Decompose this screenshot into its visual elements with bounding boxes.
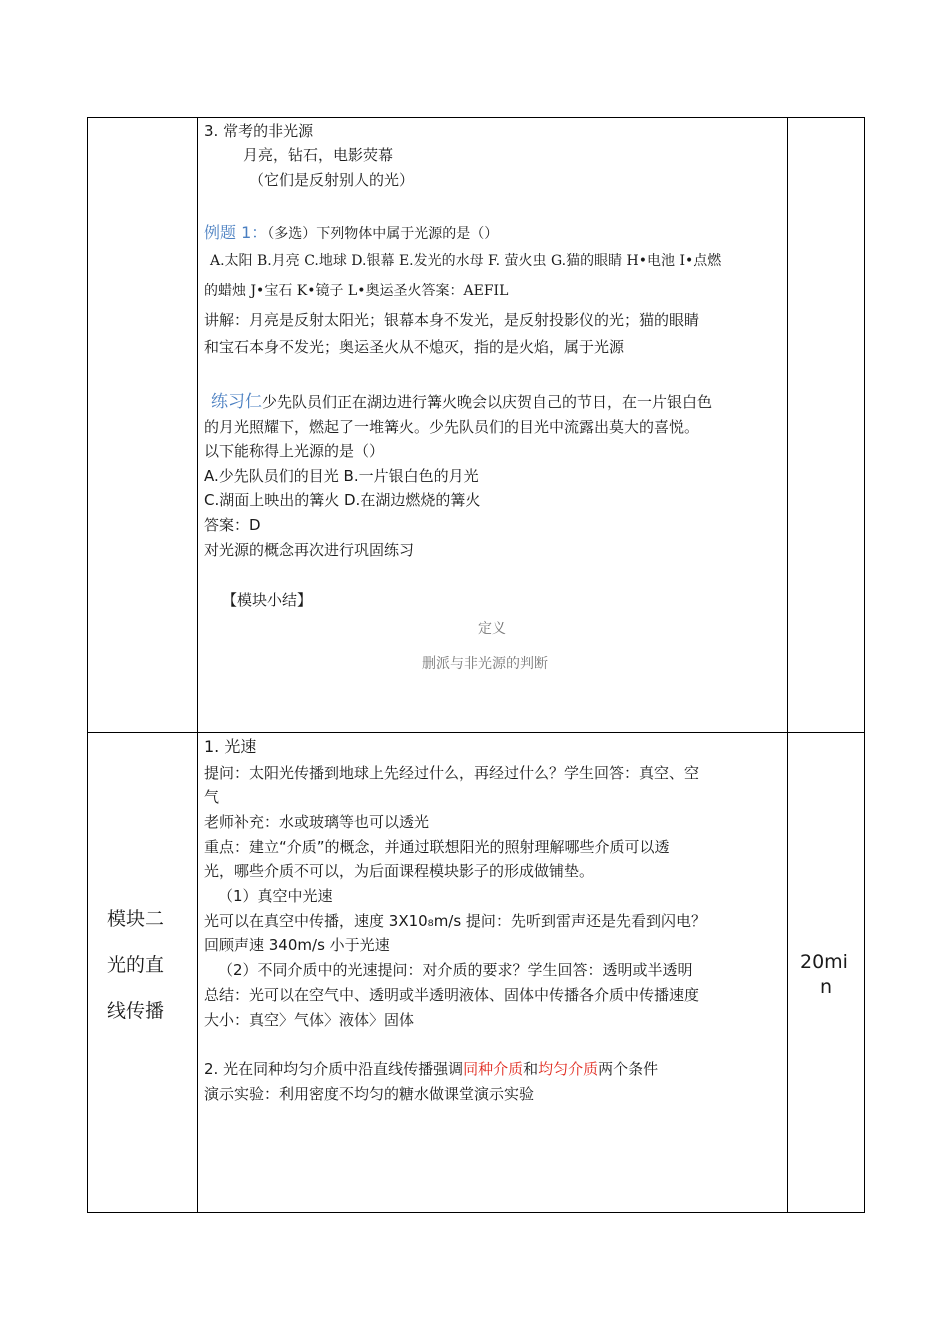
practice-1-options-line1: A.少先队员们的目光 B.一片银白色的月光 (204, 467, 479, 485)
time-line2: n (820, 976, 833, 998)
practice-1-line1 (211, 392, 712, 412)
demo-experiment: 演示实验：利用密度不均匀的糖水做课堂演示实验 (204, 1085, 535, 1103)
table-divider-2 (787, 117, 788, 1213)
example-1-question-text: （多选）下列物体中属于光源的是（） (267, 226, 499, 242)
non-light-source-items: 月亮，钻石，电影荧幕 (243, 146, 394, 164)
table-border-bottom (87, 1212, 865, 1213)
question-line1: 提问：太阳光传播到地球上先经过什么，再经过什么？学生回答：真空、空 (204, 764, 700, 782)
summary-line2: 大小：真空〉气体〉液体〉固体 (204, 1011, 415, 1029)
key-point-line1: 重点：建立“介质”的概念，并通过联想阳光的照射理解哪些介质可以透 (204, 838, 670, 856)
question-line2: 气 (204, 788, 220, 806)
practice-1-options-line2: C.湖面上映出的篝火 D.在湖边燃烧的篝火 (204, 491, 481, 509)
key-point-line2: 光，哪些介质不可以，为后面课程模块影子的形成做铺垫。 (204, 862, 595, 880)
example-1-label: 例题 1： (204, 223, 268, 242)
speed-line2: 回顾声速 340m/s 小于光速 (204, 936, 390, 954)
summary-judgement: 删派与非光源的判断 (422, 656, 548, 672)
practice-1-label: 练习仁 (211, 392, 262, 412)
module-summary-title: 【模块小结】 (222, 591, 313, 609)
property-highlight-same-medium: 同种介质 (463, 1060, 524, 1078)
module-2-name-line3: 线传播 (107, 1000, 165, 1022)
property-connector: 和 (523, 1060, 539, 1078)
speed-line1: 光可以在真空中传播，速度 3X10₈m/s 提问：先听到雷声还是先看到闪电？ (204, 912, 706, 930)
module-2-name-line2: 光的直 (107, 954, 165, 976)
module-2-name-line1: 模块二 (107, 908, 165, 930)
table-border-left (87, 117, 88, 1213)
example-1-explain-line2: 和宝石本身不发光；奥运圣火从不熄灭，指的是火焰，属于光源 (204, 338, 625, 356)
property-highlight-uniform-medium: 均匀介质 (538, 1060, 599, 1078)
non-light-source-note: （它们是反射别人的光） (249, 171, 415, 189)
table-border-middle (87, 732, 865, 733)
vacuum-speed-subheading: （1）真空中光速 (218, 887, 333, 905)
time-line1: 20mi (800, 951, 848, 973)
example-1-options-line1: A.太阳 B.月亮 C.地球 D.银幕 E.发光的水母 F. 萤火虫 G.猫的眼睛 H•电池 I•点燃 (210, 253, 722, 269)
straight-line-property (204, 1059, 658, 1079)
teacher-supplement: 老师补充：水或玻璃等也可以透光 (204, 813, 430, 831)
practice-1-comment: 对光源的概念再次进行巩固练习 (204, 541, 415, 559)
practice-1-line3: 以下能称得上光源的是（） (204, 442, 385, 460)
example-1-question (204, 223, 498, 244)
property-prefix: 2. 光在同种均匀介质中沿直线传播强调 (204, 1060, 464, 1078)
table-border-right (864, 117, 865, 1213)
summary-line1: 总结：光可以在空气中、透明或半透明液体、固体中传播各介质中传播速度 (204, 986, 700, 1004)
table-divider-1 (197, 117, 198, 1213)
table-border-top (87, 117, 865, 118)
light-speed-heading: 1. 光速 (204, 737, 257, 756)
practice-1-text: 少先队员们正在湖边进行篝火晚会以庆贺自己的节日，在一片银白色 (262, 393, 713, 411)
example-1-options-line2: 的蜡烛 J•宝石 K•镜子 L•奥运圣火答案：AEFIL (204, 283, 509, 299)
medium-speed-subheading: （2）不同介质中的光速提问：对介质的要求？学生回答：透明或半透明 (218, 961, 693, 979)
example-1-explain-line1: 讲解：月亮是反射太阳光；银幕本身不发光，是反射投影仪的光；猫的眼睛 (204, 311, 700, 329)
summary-definition: 定义 (478, 621, 506, 637)
practice-1-answer: 答案：D (204, 516, 261, 534)
non-light-source-heading: 3. 常考的非光源 (204, 122, 314, 140)
property-suffix: 两个条件 (598, 1060, 659, 1078)
practice-1-line2: 的月光照耀下，燃起了一堆篝火。少先队员们的目光中流露出莫大的喜悦。 (204, 418, 700, 436)
